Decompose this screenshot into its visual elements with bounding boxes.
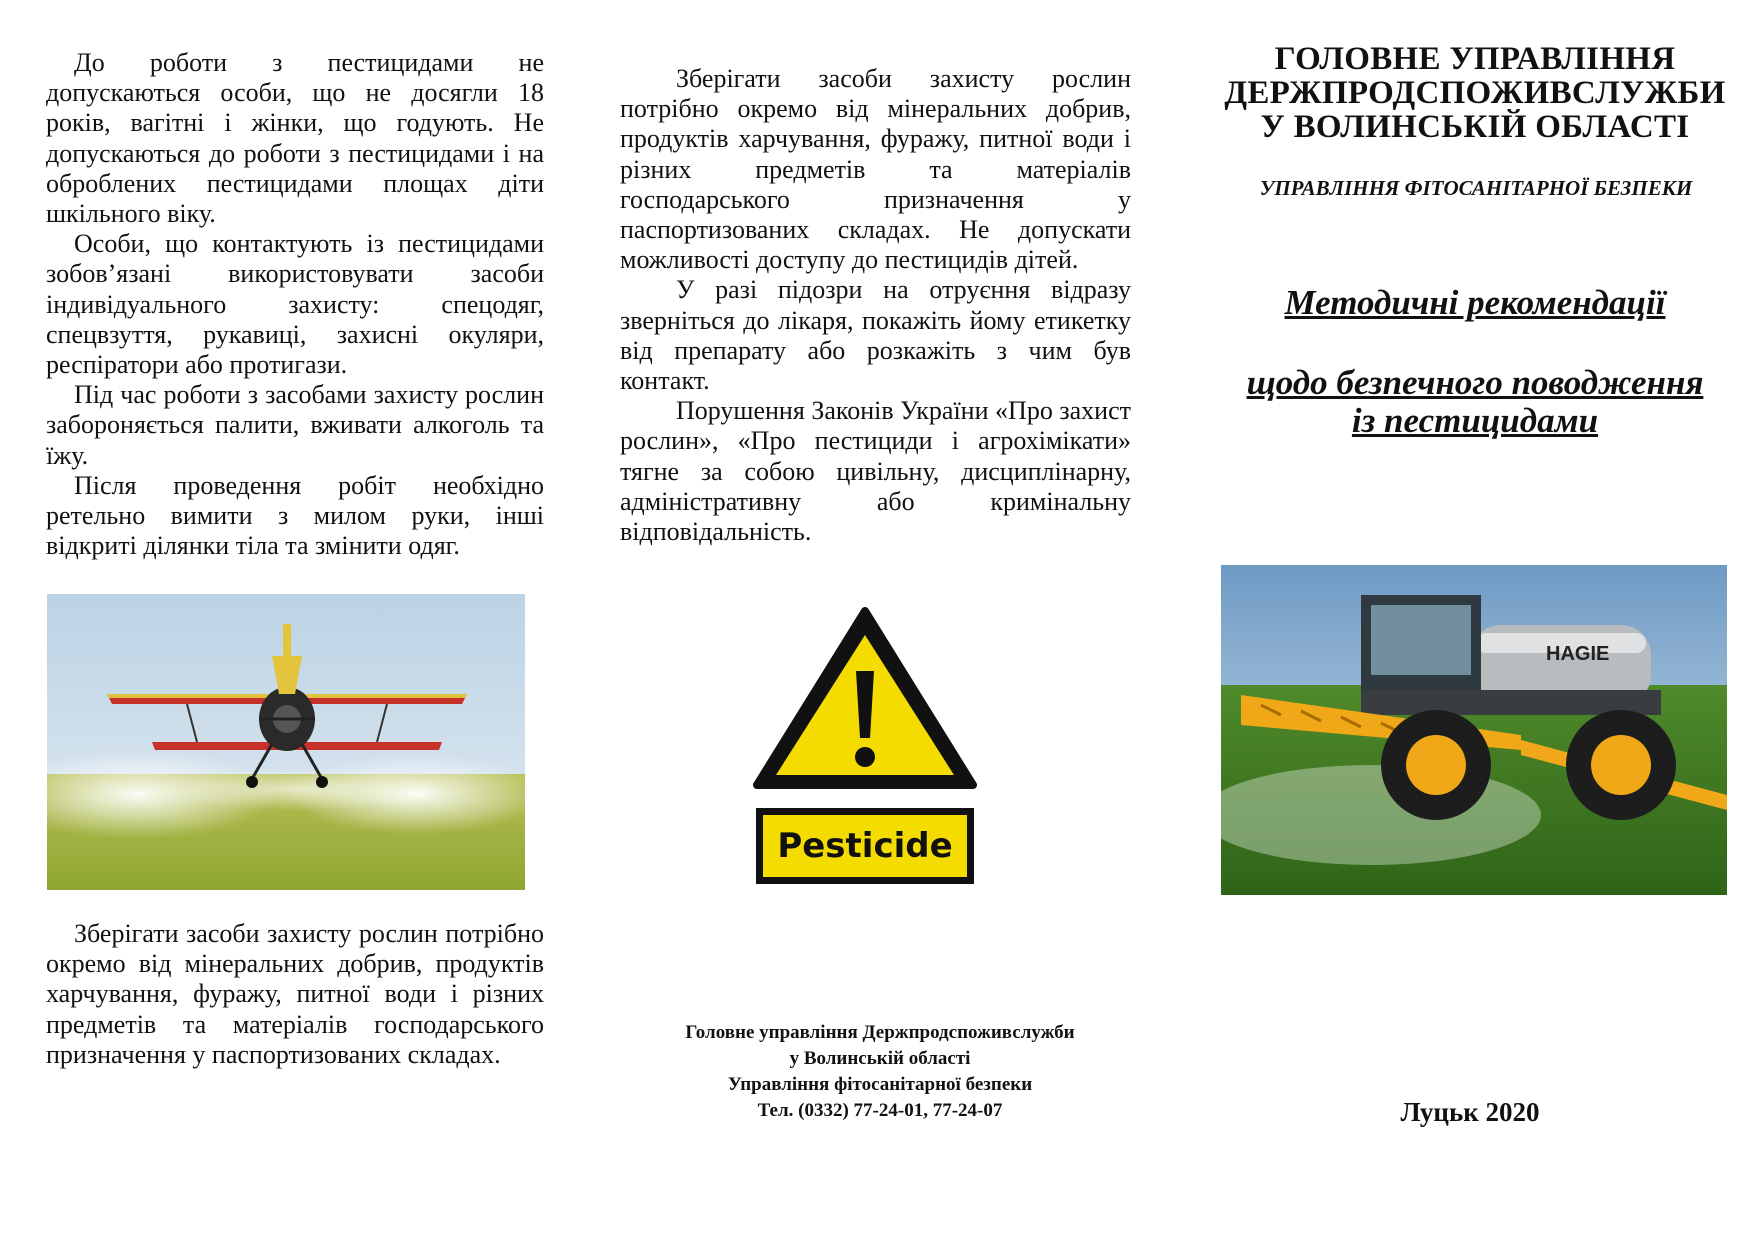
pesticide-warning-sign [690, 593, 1040, 893]
city-year: Луцьк 2020 [1400, 1097, 1540, 1127]
brochure-subtitle [1200, 364, 1750, 440]
agency-line-2: ДЕРЖПРОДСПОЖИВСЛУЖБИ [1224, 75, 1726, 111]
agency-title [1200, 42, 1750, 144]
hygiene-paragraph: Після проведення робіт необхідно ретельно вимити з милом руки, інші відкриті ділянки тіла та змінити одяг. [46, 470, 544, 561]
storage-paragraph: Зберігати засоби захисту рослин потрібно окремо від мінеральних добрив, продуктів харчування, фуражу, питної води і різних предметів та матеріалів господарського призначення у паспортизованих складах. Не допускати можливості доступу до пестицидів дітей. [620, 64, 1131, 275]
pesticide-sign-label: Pesticide [777, 826, 953, 866]
brochure-title: Методичні рекомендації [1284, 283, 1666, 322]
department-name: УПРАВЛІННЯ ФІТОСАНІТАРНОЇ БЕЗПЕКИ [1259, 176, 1693, 200]
age-restriction-paragraph: До роботи з пестицидами не допускаються особи, що не досягли 18 років, вагітні і жінки, що годують. Не допускаються до роботи з пестицидами і на оброблених пестицидами площах діти шкільного віку. [46, 48, 544, 229]
protective-equipment-paragraph: Особи, що контактують із пестицидами зобов’язані використовувати засоби індивідуального захисту: спецодяг, спецвзуття, рукавиці, захисні окуляри, респіратори або протигази. [46, 229, 544, 380]
contacts-footer [620, 1020, 1140, 1124]
legal-liability-paragraph: Порушення Законів України «Про захист рослин», «Про пестициди і агрохімікати» тягне за собою цивільну, дисциплінарну, адміністративну або кримінальну відповідальність. [620, 396, 1131, 547]
subtitle-line-2: із пестицидами [1351, 401, 1599, 440]
left-column [46, 48, 544, 561]
agency-line-3: У ВОЛИНСЬКІЙ ОБЛАСТІ [1260, 109, 1690, 145]
storage-paragraph-left: Зберігати засоби захисту рослин потрібно окремо від мінеральних добрив, продуктів харчування, фуражу, питної води і різних предметів та матеріалів господарського призначення у паспортизованих складах. [46, 919, 544, 1069]
subtitle-line-1: щодо безпечного поводження [1246, 363, 1704, 402]
middle-column [620, 64, 1131, 547]
footer-region: у Волинській області [789, 1048, 971, 1069]
agency-line-1: ГОЛОВНЕ УПРАВЛІННЯ [1274, 41, 1676, 77]
field-sprayer-photo [1221, 565, 1727, 895]
poisoning-paragraph: У разі підозри на отруєння відразу зверніться до лікаря, покажіть йому етикетку від препарату або розкажіть з чим був контакт. [620, 275, 1131, 396]
footer-phone: Тел. (0332) 77-24-01, 77-24-07 [757, 1100, 1003, 1121]
footer-department: Управління фітосанітарної безпеки [727, 1074, 1033, 1095]
crop-duster-plane-photo [47, 594, 525, 890]
smoking-ban-paragraph: Під час роботи з засобами захисту рослин забороняється палити, вживати алкоголь та їжу. [46, 380, 544, 470]
sprayer-brand-label: HAGIE [1546, 643, 1610, 665]
footer-agency: Головне управління Держпродспоживслужби [685, 1022, 1075, 1043]
